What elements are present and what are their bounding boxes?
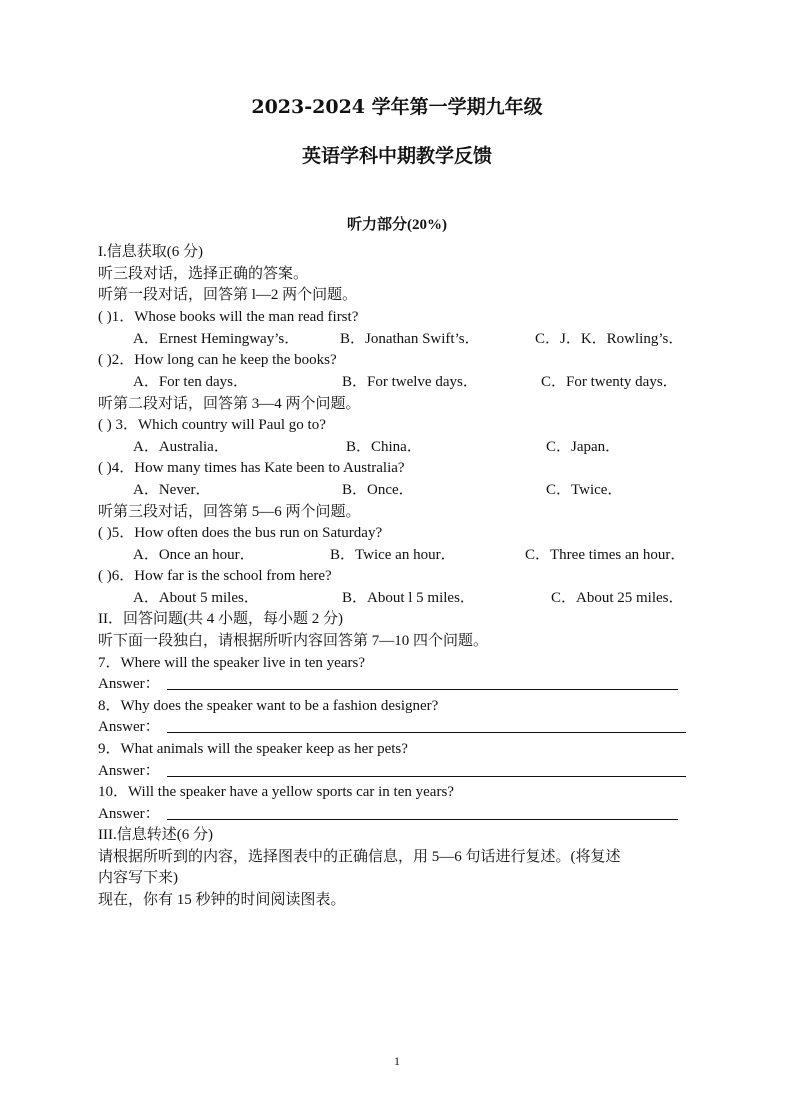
section3-instruction-line3: 现在，你有 15 秒钟的时间阅读图表。 xyxy=(98,892,346,908)
question-5: ( )5．How often does the bus run on Saturday? xyxy=(98,525,383,541)
q6-option-c: C．About 25 miles． xyxy=(551,590,684,606)
answer-label-10: Answer： xyxy=(98,806,160,822)
section3-instruction-line1: 请根据所听到的内容，选择图表中的正确信息，用 5—6 句话进行复述。(将复述 xyxy=(98,849,621,865)
section2-heading: II．回答问题(共 4 小题，每小题 2 分) xyxy=(98,611,343,627)
q5-option-b: B．Twice an hour． xyxy=(330,547,456,563)
q2-option-a: A．For ten days． xyxy=(133,374,248,390)
q1-option-c: C．J．K．Rowling’s． xyxy=(535,331,684,347)
q6-option-b: B．About l 5 miles． xyxy=(342,590,475,606)
q4-option-b: B．Once． xyxy=(342,482,414,498)
q1-option-b: B．Jonathan Swift’s． xyxy=(340,331,480,347)
question-7: 7．Where will the speaker live in ten years? xyxy=(98,655,365,671)
section3-heading: III.信息转述(6 分) xyxy=(98,827,213,843)
question-9: 9．What animals will the speaker keep as her pets? xyxy=(98,741,408,757)
q2-option-b: B．For twelve days． xyxy=(342,374,478,390)
question-3: ( ) 3．Which country will Paul go to? xyxy=(98,417,326,433)
answer-blank-8[interactable] xyxy=(167,732,686,733)
dialog1-intro: 听第一段对话，回答第 l—2 两个问题。 xyxy=(98,287,358,303)
q3-option-a: A．Australia． xyxy=(133,439,229,455)
question-6: ( )6．How far is the school from here? xyxy=(98,568,332,584)
q4-option-a: A．Never． xyxy=(133,482,211,498)
question-2: ( )2．How long can he keep the books? xyxy=(98,352,337,368)
question-10: 10．Will the speaker have a yellow sports car in ten years? xyxy=(98,784,454,800)
section1-instruction: 听三段对话，选择正确的答案。 xyxy=(98,266,309,282)
answer-label-7: Answer： xyxy=(98,676,160,692)
section3-instruction-line2: 内容写下来) xyxy=(98,870,178,886)
dialog2-intro: 听第二段对话，回答第 3—4 两个问题。 xyxy=(98,396,361,412)
q3-option-b: B．China． xyxy=(346,439,422,455)
page-number: 1 xyxy=(394,1054,400,1068)
q6-option-a: A．About 5 miles． xyxy=(133,590,259,606)
section2-instruction: 听下面一段独白，请根据所听内容回答第 7—10 四个问题。 xyxy=(98,633,489,649)
q5-option-a: A．Once an hour． xyxy=(133,547,255,563)
exam-title: 2023-2024 学年第一学期九年级 xyxy=(251,96,543,118)
section1-heading: I.信息获取(6 分) xyxy=(98,244,203,260)
answer-blank-10[interactable] xyxy=(167,819,678,820)
question-8: 8．Why does the speaker want to be a fashion designer? xyxy=(98,698,439,714)
question-1: ( )1．Whose books will the man read first? xyxy=(98,309,359,325)
answer-label-9: Answer： xyxy=(98,763,160,779)
question-4: ( )4．How many times has Kate been to Australia? xyxy=(98,460,405,476)
answer-blank-7[interactable] xyxy=(167,689,678,690)
dialog3-intro: 听第三段对话，回答第 5—6 两个问题。 xyxy=(98,504,361,520)
q1-option-a: A．Ernest Hemingway’s． xyxy=(133,331,300,347)
answer-blank-9[interactable] xyxy=(167,776,686,777)
exam-subtitle: 英语学科中期教学反馈 xyxy=(301,145,492,167)
q5-option-c: C．Three times an hour． xyxy=(525,547,686,563)
q2-option-c: C．For twenty days． xyxy=(541,374,678,390)
q3-option-c: C．Japan． xyxy=(546,439,621,455)
listening-heading: 听力部分(20%) xyxy=(347,217,447,233)
answer-label-8: Answer： xyxy=(98,719,160,735)
q4-option-c: C．Twice． xyxy=(546,482,623,498)
